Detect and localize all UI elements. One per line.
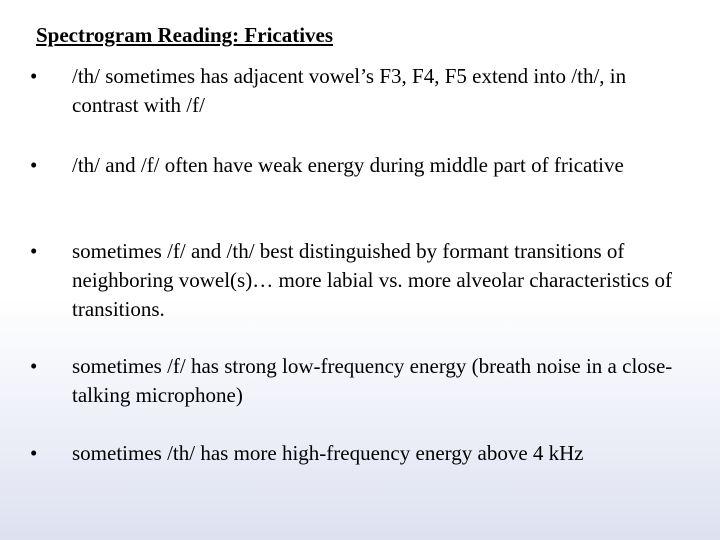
bullet-icon: • [30,64,38,88]
slide-title: Spectrogram Reading: Fricatives [36,23,334,47]
bullet-text: sometimes /th/ has more high-frequency energy above 4 kHz [72,441,584,465]
bullet-text: /th/ sometimes has adjacent vowel’s F3, F4, F5 extend into /th/, in contrast with /f/ [72,64,627,117]
bullet-icon: • [30,239,38,263]
bullet-item [30,62,690,120]
bullet-text: sometimes /f/ and /th/ best distinguished by formant transitions of neighboring vowel(s)… more labial vs. more alveolar characteristics of transitions. [72,239,673,321]
bullet-item [30,237,690,324]
bullet-text: /th/ and /f/ often have weak energy during middle part of fricative [72,153,624,177]
bullet-item [30,352,690,410]
bullet-item [30,439,690,468]
bullet-icon: • [30,354,38,378]
bullet-icon: • [30,441,38,465]
bullet-item [30,151,690,180]
bullet-icon: • [30,153,38,177]
bullet-text: sometimes /f/ has strong low-frequency energy (breath noise in a close-talking microphone) [72,354,673,407]
